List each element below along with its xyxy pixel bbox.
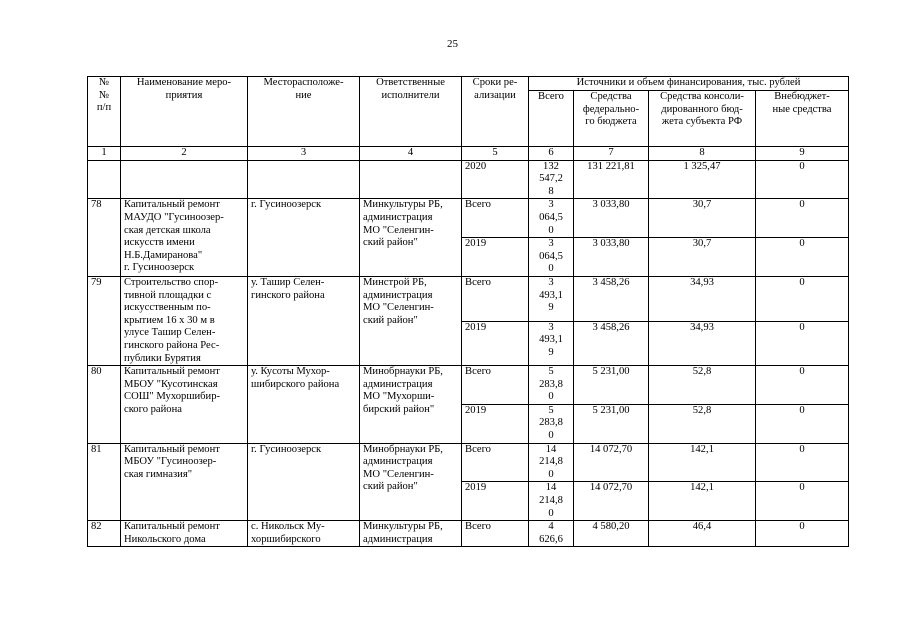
- header-num: № № п/п: [88, 77, 121, 147]
- consolidated-cell: 30,7: [649, 238, 756, 277]
- name-cell: Капитальный ремонт МБОУ "Кусотинская СОШ" Мухоршибир- ского района: [121, 366, 248, 444]
- term-cell: Всего: [462, 443, 529, 482]
- federal-cell: 3 458,26: [574, 321, 649, 366]
- federal-cell: 14 072,70: [574, 443, 649, 482]
- column-number: 2: [121, 147, 248, 161]
- federal-cell: 3 033,80: [574, 199, 649, 238]
- consolidated-cell: 46,4: [649, 521, 756, 547]
- header-consolidated: Средства консоли- дированного бюд- жета субъекта РФ: [649, 91, 756, 147]
- table-row: [88, 276, 849, 321]
- offbudget-cell: 0: [756, 321, 849, 366]
- location-cell: г. Гусиноозерск: [248, 443, 360, 521]
- location-cell: у. Кусоты Мухор- шибирского района: [248, 366, 360, 444]
- column-number: 5: [462, 147, 529, 161]
- name-cell: Капитальный ремонт Никольского дома: [121, 521, 248, 547]
- federal-cell: 3 033,80: [574, 238, 649, 277]
- term-cell: Всего: [462, 276, 529, 321]
- table-row: [88, 443, 849, 482]
- location-cell: с. Никольск Му- хоршибирского: [248, 521, 360, 547]
- term-cell: Всего: [462, 199, 529, 238]
- consolidated-cell: 30,7: [649, 199, 756, 238]
- offbudget-cell: 0: [756, 521, 849, 547]
- term-cell: 2019: [462, 404, 529, 443]
- column-number: 3: [248, 147, 360, 161]
- num-cell: [88, 160, 121, 199]
- offbudget-cell: 0: [756, 366, 849, 405]
- total-cell: 132 547,2 8: [529, 160, 574, 199]
- header-total: Всего: [529, 91, 574, 147]
- term-cell: 2019: [462, 321, 529, 366]
- column-number: 8: [649, 147, 756, 161]
- executors-cell: Минобрнауки РБ, администрация МО "Селенгин- ский район": [360, 443, 462, 521]
- continuation-row: [88, 160, 849, 199]
- location-cell: [248, 160, 360, 199]
- term-cell: Всего: [462, 366, 529, 405]
- total-cell: 14 214,8 0: [529, 482, 574, 521]
- federal-cell: 14 072,70: [574, 482, 649, 521]
- header-sources: Источники и объем финансирования, тыс. рублей: [529, 77, 849, 91]
- header-offbudget: Внебюджет- ные средства: [756, 91, 849, 147]
- num-cell: 81: [88, 443, 121, 521]
- column-number: 7: [574, 147, 649, 161]
- header-executors: Ответственные исполнители: [360, 77, 462, 147]
- consolidated-cell: 34,93: [649, 276, 756, 321]
- executors-cell: Минстрой РБ, администрация МО "Селенгин- ский район": [360, 276, 462, 365]
- term-cell: 2020: [462, 160, 529, 199]
- name-cell: Строительство спор- тивной площадки с искусственным по- крытием 16 х 30 м в улусе Ташир Селен- гинского района Рес- публики Бурятия: [121, 276, 248, 365]
- num-cell: 82: [88, 521, 121, 547]
- total-cell: 14 214,8 0: [529, 443, 574, 482]
- num-cell: 80: [88, 366, 121, 444]
- federal-cell: 3 458,26: [574, 276, 649, 321]
- offbudget-cell: 0: [756, 443, 849, 482]
- executors-cell: Минкультуры РБ, администрация МО "Селенгин- ский район": [360, 199, 462, 277]
- location-cell: у. Ташир Селен- гинского района: [248, 276, 360, 365]
- table-row: [88, 521, 849, 547]
- header-federal: Средства федерально- го бюджета: [574, 91, 649, 147]
- total-cell: 3 493,1 9: [529, 321, 574, 366]
- executors-cell: Минкультуры РБ, администрация: [360, 521, 462, 547]
- offbudget-cell: 0: [756, 404, 849, 443]
- num-cell: 78: [88, 199, 121, 277]
- term-cell: Всего: [462, 521, 529, 547]
- executors-cell: Минобрнауки РБ, администрация МО "Мухорши- бирский район": [360, 366, 462, 444]
- total-cell: 3 064,5 0: [529, 199, 574, 238]
- consolidated-cell: 142,1: [649, 443, 756, 482]
- consolidated-cell: 52,8: [649, 404, 756, 443]
- consolidated-cell: 52,8: [649, 366, 756, 405]
- consolidated-cell: 34,93: [649, 321, 756, 366]
- column-numbers-row: [88, 147, 849, 161]
- name-cell: Капитальный ремонт МАУДО "Гусиноозер- ская детская школа искусств имени Н.Б.Дамиранова" г. Гусиноозерск: [121, 199, 248, 277]
- total-cell: 5 283,8 0: [529, 366, 574, 405]
- header-name: Наименование меро- приятия: [121, 77, 248, 147]
- header-terms: Сроки ре- ализации: [462, 77, 529, 147]
- total-cell: 5 283,8 0: [529, 404, 574, 443]
- financing-table: [87, 76, 849, 547]
- offbudget-cell: 0: [756, 238, 849, 277]
- total-cell: 3 493,1 9: [529, 276, 574, 321]
- location-cell: г. Гусиноозерск: [248, 199, 360, 277]
- offbudget-cell: 0: [756, 276, 849, 321]
- page-number: 25: [447, 38, 458, 50]
- column-number: 4: [360, 147, 462, 161]
- federal-cell: 5 231,00: [574, 366, 649, 405]
- name-cell: Капитальный ремонт МБОУ "Гусиноозер- ская гимназия": [121, 443, 248, 521]
- federal-cell: 4 580,20: [574, 521, 649, 547]
- column-number: 6: [529, 147, 574, 161]
- consolidated-cell: 1 325,47: [649, 160, 756, 199]
- offbudget-cell: 0: [756, 482, 849, 521]
- num-cell: 79: [88, 276, 121, 365]
- table-row: [88, 366, 849, 405]
- consolidated-cell: 142,1: [649, 482, 756, 521]
- term-cell: 2019: [462, 482, 529, 521]
- total-cell: 3 064,5 0: [529, 238, 574, 277]
- offbudget-cell: 0: [756, 199, 849, 238]
- name-cell: [121, 160, 248, 199]
- column-number: 9: [756, 147, 849, 161]
- federal-cell: 131 221,81: [574, 160, 649, 199]
- table-row: [88, 199, 849, 238]
- term-cell: 2019: [462, 238, 529, 277]
- federal-cell: 5 231,00: [574, 404, 649, 443]
- offbudget-cell: 0: [756, 160, 849, 199]
- column-number: 1: [88, 147, 121, 161]
- total-cell: 4 626,6: [529, 521, 574, 547]
- executors-cell: [360, 160, 462, 199]
- header-location: Месторасположе- ние: [248, 77, 360, 147]
